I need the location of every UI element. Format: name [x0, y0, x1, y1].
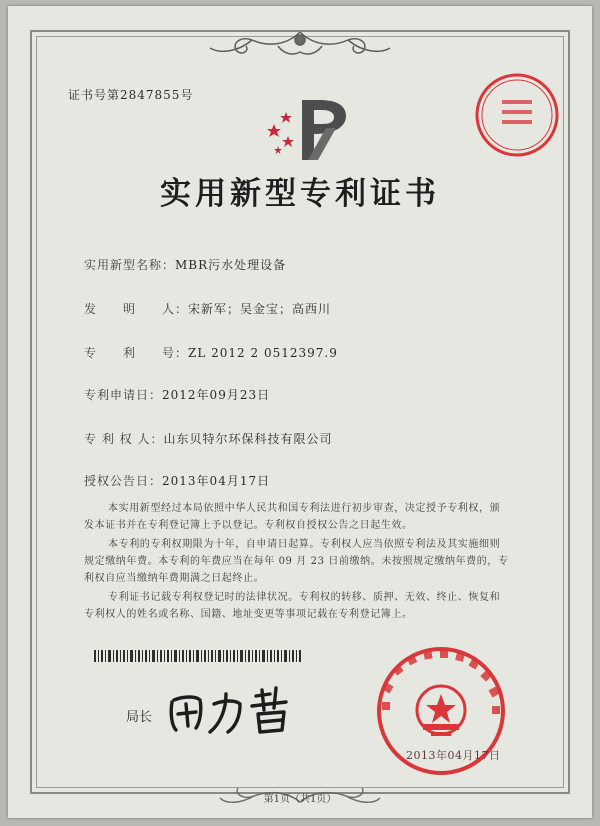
filing-date-value: 2012年09月23日: [162, 388, 271, 402]
certificate-number: 证书号第2847855号: [68, 88, 194, 102]
name-value: MBR污水处理设备: [175, 258, 287, 272]
patent-number-label: 专 利 号：: [84, 346, 189, 360]
paragraph-line: 本实用新型经过本局依照中华人民共和国专利法进行初步审查，决定授予专利权，颁: [108, 503, 501, 514]
inventor-value: 宋新军；吴金宝；高西川: [188, 302, 332, 316]
filing-date-label: 专利申请日：: [84, 388, 163, 402]
field-patentee: [84, 430, 332, 447]
page-number: 第1页（共1页）: [263, 794, 337, 805]
patent-office-logo-icon: [264, 94, 360, 166]
barcode-icon: [94, 650, 304, 662]
paragraph-line: 发本证书并在专利登记簿上予以登记。专利权自授权公告之日起生效。: [84, 520, 413, 531]
field-grant-date: [84, 472, 270, 489]
paragraph-line: 专利证书记载专利权登记时的法律状况。专利权的转移、质押、无效、终止、恢复和: [108, 592, 501, 603]
patentee-label: 专 利 权 人：: [84, 432, 164, 446]
stamp-date: 2013年04月17日: [406, 749, 501, 762]
top-ornament-icon: [208, 26, 392, 60]
director-signature-icon: [166, 684, 306, 742]
director-label: 局长: [126, 710, 153, 725]
field-utility-model-name: [84, 256, 286, 273]
patentee-value: 山东贝特尔环保科技有限公司: [163, 432, 333, 446]
paragraph-line: 利权自应当缴纳年费期满之日起终止。: [84, 573, 265, 584]
paragraph-line: 专利权人的姓名或名称、国籍、地址变更等事项记载在专利登记簿上。: [84, 609, 413, 620]
paragraph-line: 规定缴纳年费。本专利的年费应当在每年 09 月 23 日前缴纳。未按照规定缴纳年费的，专: [84, 556, 509, 567]
paragraph-line: 本专利的专利权期限为十年，自申请日起算。专利权人应当依照专利法及其实施细则: [108, 539, 501, 550]
field-patent-number: [84, 344, 338, 361]
patent-number-value: ZL 2012 2 0512397.9: [188, 346, 338, 360]
field-inventor: [84, 300, 331, 317]
small-official-stamp-icon: [472, 70, 562, 160]
grant-date-label: 授权公告日：: [84, 474, 163, 488]
certificate-sheet: [8, 6, 592, 818]
grant-date-value: 2013年04月17日: [162, 474, 271, 488]
inventor-label: 发 明 人：: [84, 302, 189, 316]
name-label: 实用新型名称：: [84, 258, 176, 272]
field-filing-date: [84, 386, 270, 403]
certificate-title: 实用新型专利证书: [160, 176, 440, 212]
